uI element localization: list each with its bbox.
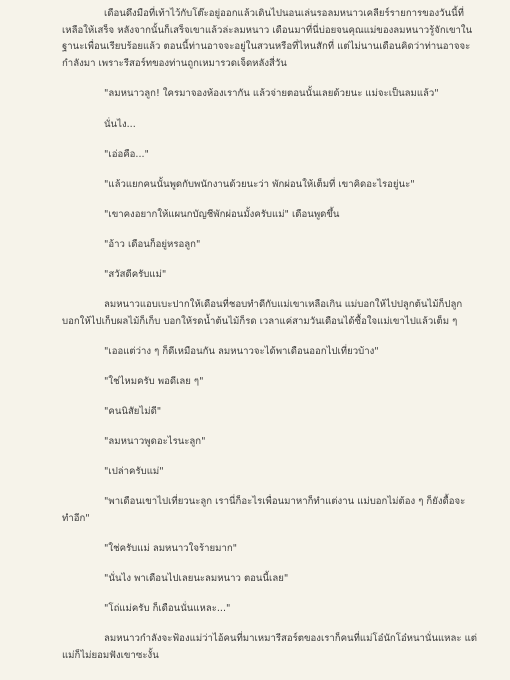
text-line: "ใช่ไหมครับ พอดีเลย ๆ" (104, 376, 204, 387)
text-line: ฐานะเพื่อนเรียบร้อยแล้ว ตอนนี้ท่านอาจจะอยู่ในสวนหรือที่ไหนสักที่ แต่ไม่นานเดือนคิดว่าท่านอาจจะ (62, 41, 471, 52)
text-line: นั่นไง... (104, 119, 136, 130)
text-line: เหลือให้เสร็จ หลังจากนั้นก็เสร็จเขาแล้วล่ะลมหนาว เดือนมาที่นี่บ่อยจนคุณแม่ของลมหนาวรู้จักเขาใน (62, 24, 473, 36)
dialogue-line (104, 571, 474, 588)
text-line: "นั่นไง พาเดือนไปเลยนะลมหนาว ตอนนี้เลย" (104, 573, 289, 584)
dialogue-line (104, 434, 474, 451)
text-line: "ลมหนาวลูก! ใครมาจองห้องเรากัน แล้วจ่ายตอนนั้นเลยด้วยนะ แม่จะเป็นลมแล้ว" (104, 88, 439, 99)
text-line: "เอ่อคือ..." (104, 149, 149, 160)
dialogue-line (104, 207, 474, 224)
text-line: "ลมหนาวพูดอะไรนะลูก" (104, 436, 206, 447)
paragraph (62, 494, 474, 527)
text-line: ทำอีก" (62, 512, 90, 524)
text-line: เดือนดึงมือที่เท้าไว้กับโต๊ะอยู่ออกแล้วเดินไปนอนเล่นรอลมหนาวเคลียร์รายการของวันนี้ที่ (104, 8, 464, 19)
dialogue-line (104, 464, 474, 481)
dialogue-line (104, 117, 474, 134)
text-line: "โถ่แม่ครับ ก็เดือนนั่นแหละ..." (104, 603, 231, 614)
dialogue-line (104, 267, 474, 284)
text-line: บอกให้ไปเก็บผลไม้ก็เก็บ บอกให้รดน้ำต้นไม้ก็รด เวลาแค่สามวันเดือนได้ซื้อใจแม่เขาไปแล้วเต็ม ๆ (62, 315, 458, 327)
text-line: "เขาคงอยากให้แผนกบัญชีพักผ่อนมั้งครับแม่" เดือนพูดขึ้น (104, 209, 340, 220)
text-line: "เออแต่ว่าง ๆ ก็ดีเหมือนกัน ลมหนาวจะได้พาเดือนออกไปเที่ยวบ้าง" (104, 346, 379, 357)
dialogue-line (104, 374, 474, 391)
text-line: "พาเดือนเขาไปเที่ยวนะลูก เรานี่ก็อะไรเพื่อนมาหาก็ทำแต่งาน แม่บอกไม่ต้อง ๆ ก็ยังดื้อจะ (104, 496, 466, 507)
text-line: "แล้วแยกคนนั้นพูดกับพนักงานด้วยนะว่า พักผ่อนให้เต็มที่ เขาคิดอะไรอยู่นะ" (104, 179, 415, 190)
text-line: ลมหนาวแอบเบะปากให้เดือนที่ชอบทำดีกับแม่เขาเหลือเกิน แม่บอกให้ไปปลูกต้นไม้ก็ปลูก (104, 299, 463, 310)
paragraph (62, 297, 474, 330)
text-line: "ใช่ครับแม่ ลมหนาวใจร้ายมาก" (104, 543, 238, 554)
dialogue-line (104, 601, 474, 618)
dialogue-line (104, 147, 474, 164)
dialogue-line (104, 541, 474, 558)
paragraph (62, 631, 478, 664)
text-line: "เปล่าครับแม่" (104, 466, 164, 477)
text-line: กำลังมา เพราะรีสอร์ทของท่านถูกเหมารวดเจ็ดหลังสี่วัน (62, 57, 287, 69)
dialogue-line (104, 344, 474, 361)
text-line: "สวัสดีครับแม่" (104, 269, 167, 280)
dialogue-line (104, 177, 474, 194)
text-line: แม่ก็ไม่ยอมฟังเขาซะงั้น (62, 649, 159, 661)
paragraph (62, 6, 474, 72)
text-line: ลมหนาวกำลังจะฟ้องแม่ว่าไอ้คนที่มาเหมารีสอร์ตของเราก็คนที่แม่โอ๋นักโอ๋หนานั่นแหละ แต่ (104, 633, 478, 644)
text-line: "คนนิสัยไม่ดี" (104, 406, 162, 417)
dialogue-line (104, 237, 474, 254)
dialogue-line (104, 404, 474, 421)
dialogue-line (104, 86, 474, 103)
text-line: "อ้าว เดือนก็อยู่หรอลูก" (104, 239, 201, 250)
